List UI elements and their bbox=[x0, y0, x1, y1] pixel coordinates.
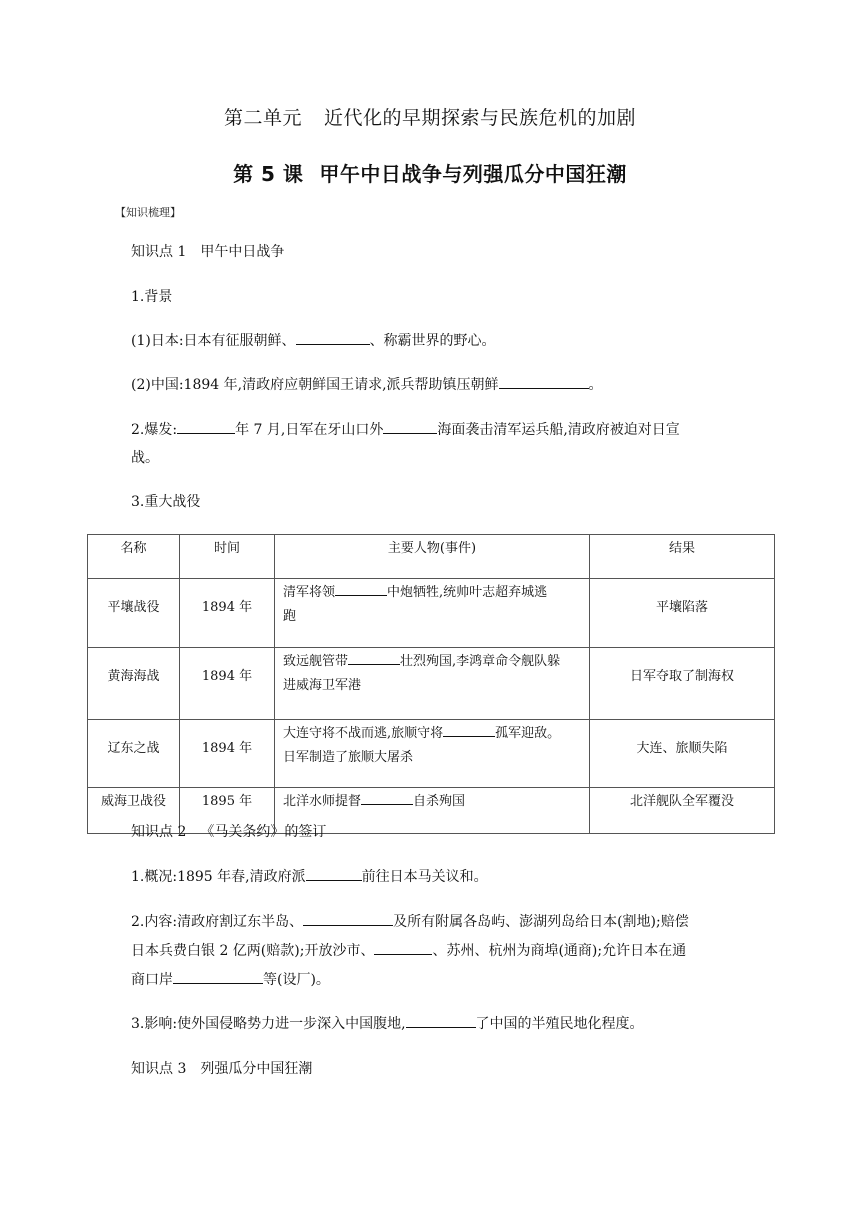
cell-time bbox=[180, 720, 275, 788]
background-heading: 1.背景 bbox=[131, 289, 173, 305]
fill-blank bbox=[306, 866, 362, 881]
background-japan bbox=[131, 328, 496, 355]
battle-result: 日军夺取了制海权 bbox=[629, 669, 734, 684]
kp2-title: 《马关条约》的签订 bbox=[200, 824, 327, 840]
fill-blank bbox=[348, 652, 400, 665]
content-text-a: 2.内容:清政府割辽东半岛、 bbox=[131, 914, 304, 930]
fill-blank bbox=[303, 911, 393, 926]
unit-number: 第二单元 bbox=[223, 107, 302, 129]
fill-blank bbox=[296, 330, 370, 345]
content-text-c: 日本兵费白银 2 亿两(赔款);开放沙市、 bbox=[131, 943, 375, 959]
cell-name bbox=[88, 720, 180, 788]
outbreak-text-c: 海面袭击清军运兵船,清政府被迫对日宣 bbox=[437, 422, 680, 438]
bg1-text-a: (1)日本:日本有征服朝鲜、 bbox=[131, 333, 296, 349]
cell-people bbox=[275, 648, 590, 720]
lesson-name: 甲午中日战争与列强瓜分中国狂潮 bbox=[319, 162, 627, 186]
fill-blank bbox=[361, 792, 413, 805]
battle-result: 平壤陷落 bbox=[655, 600, 708, 615]
people-text: 北洋水师提督 bbox=[283, 794, 362, 809]
battles-heading: 3.重大战役 bbox=[131, 494, 201, 510]
overview-text-b: 前往日本马关议和。 bbox=[361, 869, 488, 885]
outbreak-text-b: 年 7 月,日军在牙山口外 bbox=[235, 422, 384, 438]
battle-result: 北洋舰队全军覆没 bbox=[629, 794, 734, 809]
table-header-row bbox=[88, 535, 775, 579]
fill-blank bbox=[499, 374, 589, 389]
kp1-label: 知识点 1 bbox=[131, 244, 187, 260]
people-text: 自杀殉国 bbox=[413, 794, 466, 809]
table-row bbox=[88, 648, 775, 720]
table-row bbox=[88, 579, 775, 648]
fill-blank bbox=[406, 1013, 476, 1028]
battle-name: 辽东之战 bbox=[107, 741, 160, 756]
battle-time: 1895 年 bbox=[201, 794, 253, 809]
cell-result bbox=[590, 648, 775, 720]
cell-people bbox=[275, 579, 590, 648]
outbreak-text-a: 2.爆发: bbox=[131, 422, 178, 438]
cell-time bbox=[180, 648, 275, 720]
impact-text-b: 了中国的半殖民地化程度。 bbox=[475, 1016, 644, 1032]
header-result: 结果 bbox=[590, 535, 775, 579]
treaty-overview bbox=[131, 864, 488, 891]
outbreak-line-2: 战。 bbox=[131, 450, 159, 466]
knowledge-point-1 bbox=[131, 239, 284, 266]
section-tag: 【知识梳理】 bbox=[115, 206, 181, 219]
people-text: 进威海卫军港 bbox=[283, 678, 362, 693]
lesson-number: 第 5 课 bbox=[233, 162, 304, 186]
cell-time bbox=[180, 579, 275, 648]
cell-result bbox=[590, 720, 775, 788]
unit-title bbox=[0, 103, 860, 130]
bg2-text-a: (2)中国:1894 年,清政府应朝鲜国王请求,派兵帮助镇压朝鲜 bbox=[131, 377, 499, 393]
battle-name: 威海卫战役 bbox=[100, 794, 166, 809]
content-text-d: 、苏州、杭州为商埠(通商);允许日本在通 bbox=[432, 943, 687, 959]
people-text: 清军将领 bbox=[283, 585, 336, 600]
overview-text-a: 1.概况:1895 年春,清政府派 bbox=[131, 869, 306, 885]
battle-result: 大连、旅顺失陷 bbox=[636, 741, 728, 756]
people-text: 跑 bbox=[283, 609, 297, 624]
kp3-title: 列强瓜分中国狂潮 bbox=[200, 1061, 313, 1077]
knowledge-point-2 bbox=[131, 819, 326, 846]
kp1-title: 甲午中日战争 bbox=[200, 244, 285, 260]
battle-time: 1894 年 bbox=[201, 741, 253, 756]
unit-name: 近代化的早期探索与民族危机的加剧 bbox=[324, 107, 637, 129]
kp3-label: 知识点 3 bbox=[131, 1061, 187, 1077]
header-name: 名称 bbox=[88, 535, 180, 579]
fill-blank bbox=[177, 419, 235, 434]
content-text-b: 及所有附属各岛屿、澎湖列岛给日本(割地);赔偿 bbox=[393, 914, 689, 930]
fill-blank bbox=[443, 724, 495, 737]
background-china bbox=[131, 372, 603, 399]
cell-name bbox=[88, 648, 180, 720]
header-people: 主要人物(事件) bbox=[275, 535, 590, 579]
lesson-title bbox=[0, 158, 860, 187]
knowledge-point-3 bbox=[131, 1056, 312, 1083]
treaty-content-line-3 bbox=[131, 967, 330, 994]
people-text: 日军制造了旅顺大屠杀 bbox=[283, 750, 414, 765]
people-text: 中炮牺牲,统帅叶志超弃城逃 bbox=[387, 585, 548, 600]
treaty-content-line-2 bbox=[131, 938, 686, 965]
people-text: 孤军迎敌。 bbox=[495, 726, 561, 741]
cell-result bbox=[590, 788, 775, 834]
people-text: 致远舰管带 bbox=[283, 654, 349, 669]
kp2-label: 知识点 2 bbox=[131, 824, 187, 840]
fill-blank bbox=[173, 969, 263, 984]
header-time: 时间 bbox=[180, 535, 275, 579]
bg2-text-b: 。 bbox=[588, 377, 603, 393]
fill-blank bbox=[374, 940, 432, 955]
fill-blank bbox=[335, 583, 387, 596]
cell-people bbox=[275, 720, 590, 788]
content-text-e: 商口岸 bbox=[131, 972, 173, 988]
cell-result bbox=[590, 579, 775, 648]
treaty-content-line-1 bbox=[131, 909, 689, 936]
battle-name: 平壤战役 bbox=[107, 600, 160, 615]
table-row bbox=[88, 720, 775, 788]
battle-name: 黄海海战 bbox=[107, 669, 160, 684]
impact-text-a: 3.影响:使外国侵略势力进一步深入中国腹地, bbox=[131, 1016, 406, 1032]
fill-blank bbox=[383, 419, 437, 434]
content-text-f: 等(设厂)。 bbox=[263, 972, 330, 988]
cell-name bbox=[88, 579, 180, 648]
battles-table bbox=[87, 534, 775, 834]
outbreak-line-1 bbox=[131, 417, 680, 444]
bg1-text-b: 、称霸世界的野心。 bbox=[369, 333, 496, 349]
treaty-impact bbox=[131, 1011, 644, 1038]
battle-time: 1894 年 bbox=[201, 600, 253, 615]
people-text: 大连守将不战而逃,旅顺守将 bbox=[283, 726, 444, 741]
people-text: 壮烈殉国,李鸿章命令舰队躲 bbox=[400, 654, 561, 669]
battle-time: 1894 年 bbox=[201, 669, 253, 684]
